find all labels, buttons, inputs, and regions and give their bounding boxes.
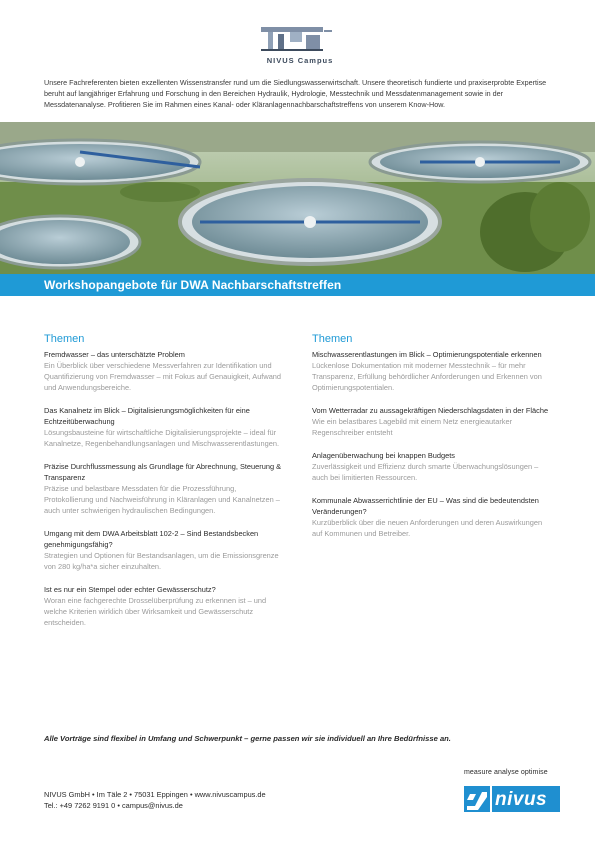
topic-title: Mischwasserentlastungen im Blick – Optimierungspotentiale erkennen bbox=[312, 350, 542, 359]
topic-description: Strategien und Optionen für Bestandsanlagen, um die Emissionsgrenze von 280 kg/ha*a sicher einzuhalten. bbox=[44, 551, 279, 571]
topic-item bbox=[44, 461, 284, 516]
topic-title: Kommunale Abwasserrichtlinie der EU – Was sind die bedeutendsten Veränderungen? bbox=[312, 496, 539, 516]
column-heading: Themen bbox=[44, 333, 85, 345]
topic-description: Lückenlose Dokumentation mit moderner Messtechnik – für mehr Transparenz, Erfüllung behördlicher Anforderungen und Erkennen von Optimierungspotentialen. bbox=[312, 361, 542, 392]
hero-image bbox=[0, 122, 595, 277]
topic-description: Kurzüberblick über die neuen Anforderungen und deren Auswirkungen auf Kommunen und Betreiber. bbox=[312, 518, 543, 538]
topic-item bbox=[312, 495, 552, 539]
topic-item bbox=[44, 584, 284, 628]
section-banner bbox=[0, 274, 595, 296]
nivus-campus-logo bbox=[258, 24, 338, 70]
topics-column-left bbox=[44, 333, 284, 640]
topic-description: Präzise und belastbare Messdaten für die Prozessführung, Protokollierung und Nachweisführung in Kläranlagen und Kanalnetzen – auch unter schwierigen hydraulischen Bedingungen. bbox=[44, 484, 280, 515]
building-icon bbox=[258, 24, 338, 56]
closing-note: Alle Vorträge sind flexibel in Umfang und Schwerpunkt – gerne passen wir sie individuell an Ihre Bedürfnisse an. bbox=[44, 734, 451, 743]
topics-column-right bbox=[312, 333, 552, 551]
contact-block bbox=[44, 790, 266, 811]
nivus-logo bbox=[462, 784, 562, 814]
brand-name: NIVUS Campus bbox=[266, 56, 334, 65]
topic-item bbox=[44, 405, 284, 449]
topic-description: Woran eine fachgerechte Drosselüberprüfung zu erkennen ist – und welche Kriterien wirklich über Wirksamkeit und Gewässerschutz entscheiden. bbox=[44, 596, 267, 627]
contact-phone-email: Tel.: +49 7262 9191 0 • campus@nivus.de bbox=[44, 800, 183, 810]
banner-title: Workshopangebote für DWA Nachbarschaftstreffen bbox=[44, 278, 342, 292]
contact-address: NIVUS GmbH • Im Täle 2 • 75031 Eppingen • www.nivuscampus.de bbox=[44, 790, 266, 799]
topic-item bbox=[312, 450, 552, 483]
intro-text: Unsere Fachreferenten bieten exzellenten Wissenstransfer rund um die Siedlungswasserwirtschaft. Unsere theoretisch fundierte und praxiserprobte Expertise beruht auf langjähriger Erfahrung und Forschung in den Bereichen Hydraulik, Hydrologie, Messtechnik und Messdatenmanagement sowie in der Messdatenanalyse. Profitieren Sie im Rahmen eines Kanal- oder Kläranlagennachbarschaftstreffens von unserem Know-How. bbox=[44, 78, 547, 109]
topic-item bbox=[312, 349, 552, 393]
topic-item bbox=[312, 405, 552, 438]
topic-title: Präzise Durchflussmessung als Grundlage für Abrechnung, Steuerung & Transparenz bbox=[44, 462, 282, 482]
topic-item bbox=[44, 528, 284, 572]
topic-description: Wie ein belastbares Lagebild mit einem Netz energieautarker Regenschreiber entsteht bbox=[312, 417, 513, 437]
topic-title: Umgang mit dem DWA Arbeitsblatt 102-2 – Sind Bestandsbecken genehmigungsfähig? bbox=[44, 529, 259, 549]
nivus-logo-text: nivus bbox=[495, 789, 548, 810]
topic-description: Zuverlässigkeit und Effizienz durch smarte Überwachungslösungen – auch bei limitierten Ressourcen. bbox=[312, 462, 539, 482]
topic-description: Lösungsbausteine für wirtschaftliche Digitalisierungsprojekte – ideal für Kanalnetze, Regenbehandlungsanlagen und Mischwasserentlastungen. bbox=[44, 428, 280, 448]
topic-title: Anlagenüberwachung bei knappen Budgets bbox=[312, 451, 455, 460]
topic-title: Vom Wetterradar zu aussagekräftigen Niederschlagsdaten in der Fläche bbox=[312, 406, 549, 415]
brand-tagline: measure analyse optimise bbox=[464, 769, 548, 776]
topic-description: Ein Überblick über verschiedene Messverfahren zur Identifikation und Quantifizierung von Fremdwasser – mit Fokus auf Genauigkeit, Aufwand und Anwendungsbereiche. bbox=[44, 361, 282, 392]
topic-title: Fremdwasser – das unterschätzte Problem bbox=[44, 350, 185, 359]
topic-item bbox=[44, 349, 284, 393]
column-heading: Themen bbox=[312, 333, 353, 345]
topic-title: Das Kanalnetz im Blick – Digitalisierungsmöglichkeiten für eine Echtzeitüberwachung bbox=[44, 406, 250, 426]
topic-title: Ist es nur ein Stempel oder echter Gewässerschutz? bbox=[44, 585, 216, 594]
